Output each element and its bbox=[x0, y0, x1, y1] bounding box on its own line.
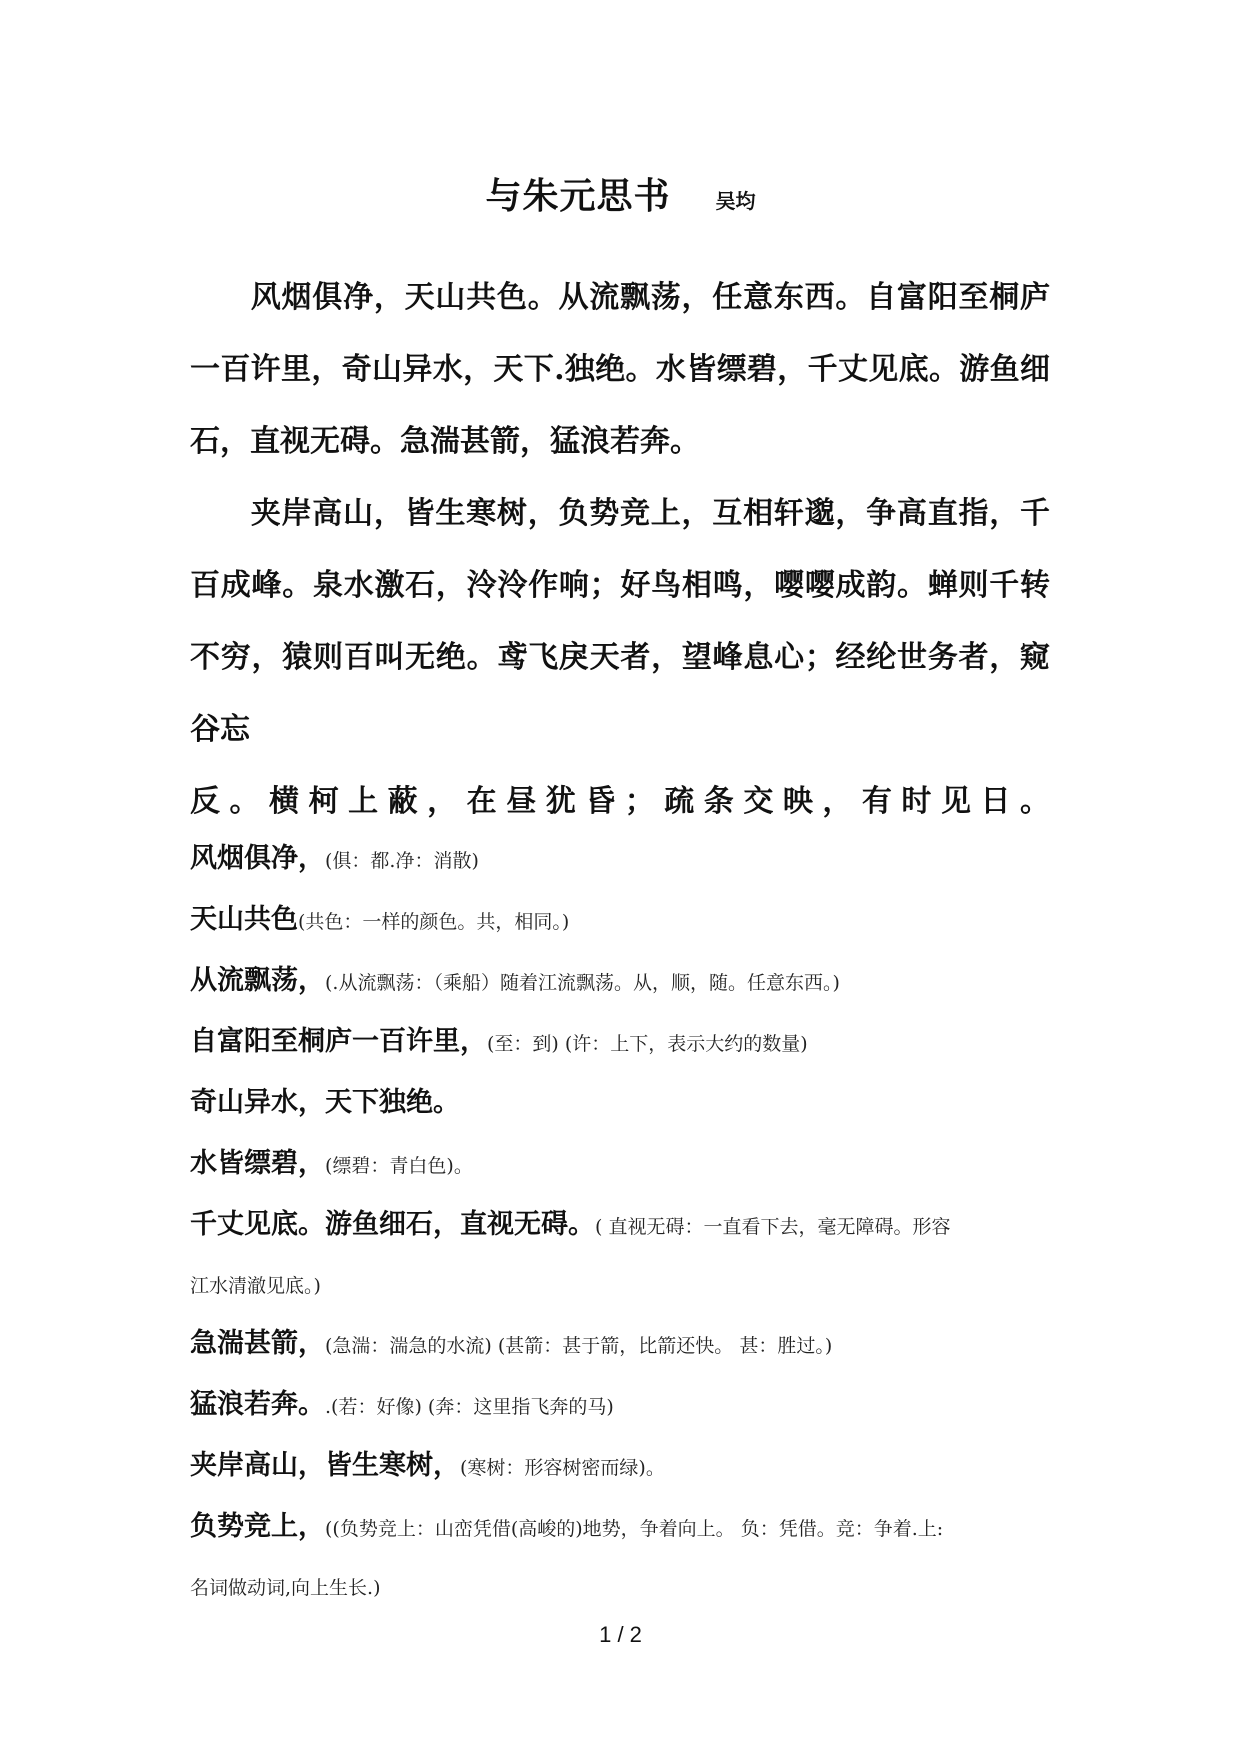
paragraph-1 bbox=[190, 262, 1050, 478]
page-number: 1 / 2 bbox=[599, 1622, 642, 1647]
author-name: 吴均 bbox=[715, 189, 756, 213]
note-gloss: .(若：好像) (奔：这里指飞奔的马) bbox=[325, 1396, 614, 1418]
document-title: 与朱元思书 bbox=[485, 175, 671, 217]
note-gloss: (俱：都.净：消散) bbox=[325, 850, 479, 872]
note-phrase: 天山共色 bbox=[190, 904, 298, 935]
note-phrase: 水皆缥碧， bbox=[190, 1148, 325, 1179]
note-item bbox=[190, 830, 1050, 891]
note-gloss: ((负势竞上：山峦凭借(高峻的)地势，争着向上。 负：凭借。竞：争着.上: bbox=[325, 1518, 944, 1540]
main-text bbox=[190, 262, 1050, 838]
title-row bbox=[0, 168, 1241, 219]
note-phrase: 自富阳至桐庐一百许里， bbox=[190, 1026, 487, 1057]
paragraph-2 bbox=[190, 478, 1050, 766]
note-gloss-continued: 名词做动词,向上生长.) bbox=[190, 1577, 381, 1599]
note-item bbox=[190, 1013, 1050, 1074]
note-gloss: (缥碧：青白色)。 bbox=[325, 1155, 473, 1177]
note-phrase: 负势竞上， bbox=[190, 1511, 325, 1542]
note-item bbox=[190, 1498, 1050, 1617]
note-gloss: (至：到) (许：上下，表示大约的数量) bbox=[487, 1033, 808, 1055]
note-phrase: 猛浪若奔。 bbox=[190, 1389, 325, 1420]
note-phrase: 夹岸高山，皆生寒树， bbox=[190, 1450, 460, 1481]
annotations bbox=[190, 830, 1050, 1617]
note-gloss: (急湍：湍急的水流) (甚箭：甚于箭，比箭还快。 甚：胜过。) bbox=[325, 1335, 833, 1357]
note-item bbox=[190, 1376, 1050, 1437]
paragraph-2-text: 夹岸高山，皆生寒树，负势竞上，互相轩邈，争高直指，千百成峰。泉水激石，泠泠作响；好鸟相鸣，嘤嘤成韵。蝉则千转不穷，猿则百叫无绝。鸢飞戾天者，望峰息心；经纶世务者，窥谷忘 bbox=[190, 496, 1050, 747]
note-gloss: (.从流飘荡：（乘船）随着江流飘荡。从，顺，随。任意东西。) bbox=[325, 972, 840, 994]
note-phrase: 奇山异水，天下独绝。 bbox=[190, 1087, 460, 1118]
paragraph-2-last-line-text: 反。横柯上蔽，在昼犹昏；疏条交映，有时见日。 bbox=[190, 784, 1050, 819]
paragraph-1-text: 风烟俱净，天山共色。从流飘荡，任意东西。自富阳至桐庐一百许里，奇山异水，天下.独绝。水皆缥碧，千丈见底。游鱼细石，直视无碍。急湍甚箭，猛浪若奔。 bbox=[190, 280, 1050, 459]
note-item bbox=[190, 1074, 1050, 1135]
note-item bbox=[190, 1437, 1050, 1498]
note-phrase: 风烟俱净， bbox=[190, 843, 325, 874]
note-gloss: (共色：一样的颜色。共，相同。) bbox=[298, 911, 570, 933]
paragraph-2-last-line bbox=[190, 766, 1050, 838]
note-phrase: 从流飘荡， bbox=[190, 965, 325, 996]
note-gloss: ( 直视无碍：一直看下去，毫无障碍。形容 bbox=[595, 1216, 951, 1238]
note-phrase: 千丈见底。游鱼细石，直视无碍。 bbox=[190, 1209, 595, 1240]
note-gloss: (寒树：形容树密而绿)。 bbox=[460, 1457, 665, 1479]
note-item bbox=[190, 1135, 1050, 1196]
note-item bbox=[190, 1315, 1050, 1376]
note-item bbox=[190, 891, 1050, 952]
note-gloss-continued: 江水清澈见底。) bbox=[190, 1275, 321, 1297]
note-item bbox=[190, 1196, 1050, 1315]
note-item bbox=[190, 952, 1050, 1013]
note-phrase: 急湍甚箭， bbox=[190, 1328, 325, 1359]
